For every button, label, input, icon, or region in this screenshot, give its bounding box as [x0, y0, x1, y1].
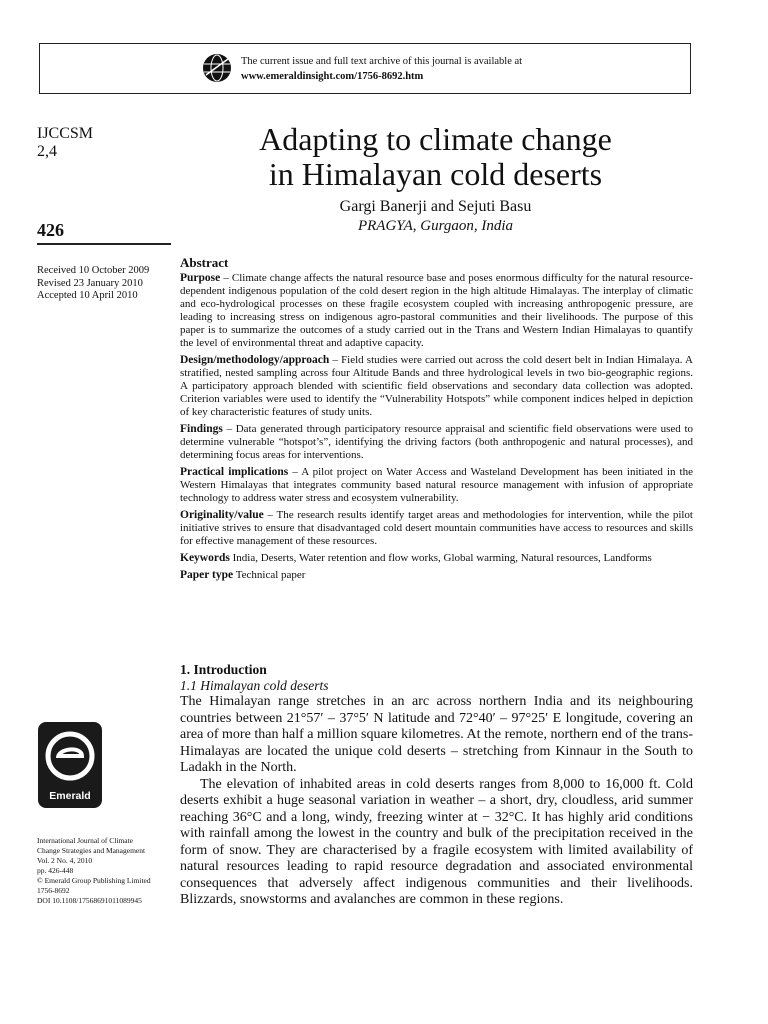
- abstract-heading: Abstract: [180, 255, 229, 270]
- title-line: Adapting to climate change: [259, 121, 612, 157]
- practical-text: – A pilot project on Water Access and Wasteland Development has been initiated in the Western Himalayas that integrates community based natural resource management with infusion of appropriate technology to address water stress and ecosystem vulnerability.: [180, 466, 693, 504]
- introduction: [180, 662, 693, 909]
- section-heading: 1. Introduction: [180, 662, 267, 677]
- abstract-papertype: [180, 569, 693, 582]
- emerald-e-icon: [38, 724, 102, 790]
- pubinfo-line: DOI 10.1108/17568691011089945: [37, 896, 142, 905]
- abstract-practical: [180, 466, 693, 505]
- design-text: – Field studies were carried out across the cold desert belt in Indian Himalaya. A stratified, nested sampling across four Altitude Bands and three hydrological levels in two bio-geographic regions. A participatory approach blended with scientific field observations and secondary data collection was adopted. Criterion variables were used to identify the “Vulnerability Hotspots” while component indices helped in depiction of key characteristic features of study units.: [180, 354, 693, 418]
- keywords-label: Keywords: [180, 552, 230, 564]
- design-label: Design/methodology/approach: [180, 354, 330, 366]
- page-number: 426: [37, 220, 64, 240]
- subsection-heading: 1.1 Himalayan cold deserts: [180, 678, 329, 693]
- purpose-text: – Climate change affects the natural resource base and poses enormous difficulty for the natural resource-dependent indigenous population of the cold desert region in the high altitude Himalayas. The interplay of climatic and eco-hydrological processes on these fragile ecosystem coupled with increasing anthropogenic pressure, are leading to increasing stress on indigenous agro-pastoral communities and their livelihoods. The purpose of this paper is to summarize the outcomes of a study carried out in the Trans and Western Indian Himalayas to quantify the level of environmental threat and adaptive capacity.: [180, 272, 693, 349]
- authors: Gargi Banerji and Sejuti Basu: [339, 198, 532, 215]
- journal-volume: 2,4: [37, 143, 57, 160]
- affiliation: PRAGYA, Gurgaon, India: [357, 218, 514, 234]
- banner-text: The current issue and full text archive of this journal is available at: [241, 56, 523, 67]
- paragraph: The Himalayan range stretches in an arc across northern India and its neighbouring countries between 21°57′ – 37°5′ N latitude and 72°40′ – 97°25′ E longitude, covering an area of more than half a million square kilometres. At the remote, northern end of the trans-Himalayas are located the unique cold deserts – stretching from Kinnaur in the South to Ladakh in the North.: [180, 694, 693, 775]
- originality-label: Originality/value: [180, 509, 264, 521]
- received-dates: [37, 265, 172, 303]
- findings-label: Findings: [180, 423, 223, 435]
- emerald-logo: [38, 722, 102, 808]
- journal-abbrev: IJCCSM: [37, 125, 94, 142]
- pubinfo-line: 1756-8692: [37, 886, 70, 895]
- abstract-keywords: [180, 552, 693, 565]
- abstract-purpose: [180, 272, 693, 350]
- abstract-findings: [180, 423, 693, 462]
- abstract-design: [180, 354, 693, 419]
- date-received: Received 10 October 2009: [37, 265, 150, 276]
- journal-code: [37, 125, 172, 161]
- globe-icon: [202, 53, 232, 83]
- publication-info: [37, 836, 172, 906]
- emerald-wordmark: Emerald: [49, 790, 91, 802]
- purpose-label: Purpose: [180, 272, 221, 284]
- date-revised: Revised 23 January 2010: [37, 277, 143, 289]
- banner-url[interactable]: www.emeraldinsight.com/1756-8692.htm: [241, 71, 424, 82]
- practical-label: Practical implications: [180, 466, 289, 478]
- papertype-text: Technical paper: [233, 569, 306, 581]
- paper-title: [178, 122, 693, 192]
- title-line: in Himalayan cold deserts: [268, 156, 603, 192]
- originality-text: – The research results identify target areas and methodologies for intervention, while the pilot initiative strives to ensure that disadvantaged cold desert mountain communities have access to resources and skills for effective management of these resources.: [180, 509, 693, 547]
- pubinfo-line: Change Strategies and Management: [37, 846, 146, 855]
- paragraph: The elevation of inhabited areas in cold deserts ranges from 8,000 to 16,000 ft. Cold deserts exhibit a huge seasonal variation in weather – a short, dry, cloudless, arid summer reaching 36°C and a long, windy, freezing winter at − 32°C. It has highly arid conditions with rainfall among the lowest in the country and bulk of the precipitation received in the form of snow. They are characterised by a fragile ecosystem with limited availability of natural resources leading to rapid resource degradation and associated environmental consequences that adversely affect indigenous communities and their livelihoods. Blizzards, snowstorms and avalanches are common in these regions.: [180, 776, 693, 907]
- intro-body: [180, 694, 693, 909]
- date-accepted: Accepted 10 April 2010: [37, 290, 138, 301]
- pubinfo-line: International Journal of Climate: [37, 836, 134, 845]
- journal-banner: [39, 43, 691, 94]
- divider: [37, 243, 171, 245]
- abstract: [180, 256, 693, 586]
- keywords-text: India, Deserts, Water retention and flow works, Global warming, Natural resources, Landforms: [229, 552, 652, 564]
- papertype-label: Paper type: [180, 569, 234, 581]
- pubinfo-line: © Emerald Group Publishing Limited: [37, 876, 151, 885]
- pubinfo-line: pp. 426-448: [37, 866, 74, 875]
- findings-text: – Data generated through participatory resource appraisal and scientific field observations were used to determine vulnerable “hotspot’s”, identifying the driving factors (both anthropogenic and natural processes), and determining focus areas for interventions.: [180, 423, 693, 461]
- abstract-originality: [180, 509, 693, 548]
- pubinfo-line: Vol. 2 No. 4, 2010: [37, 856, 93, 865]
